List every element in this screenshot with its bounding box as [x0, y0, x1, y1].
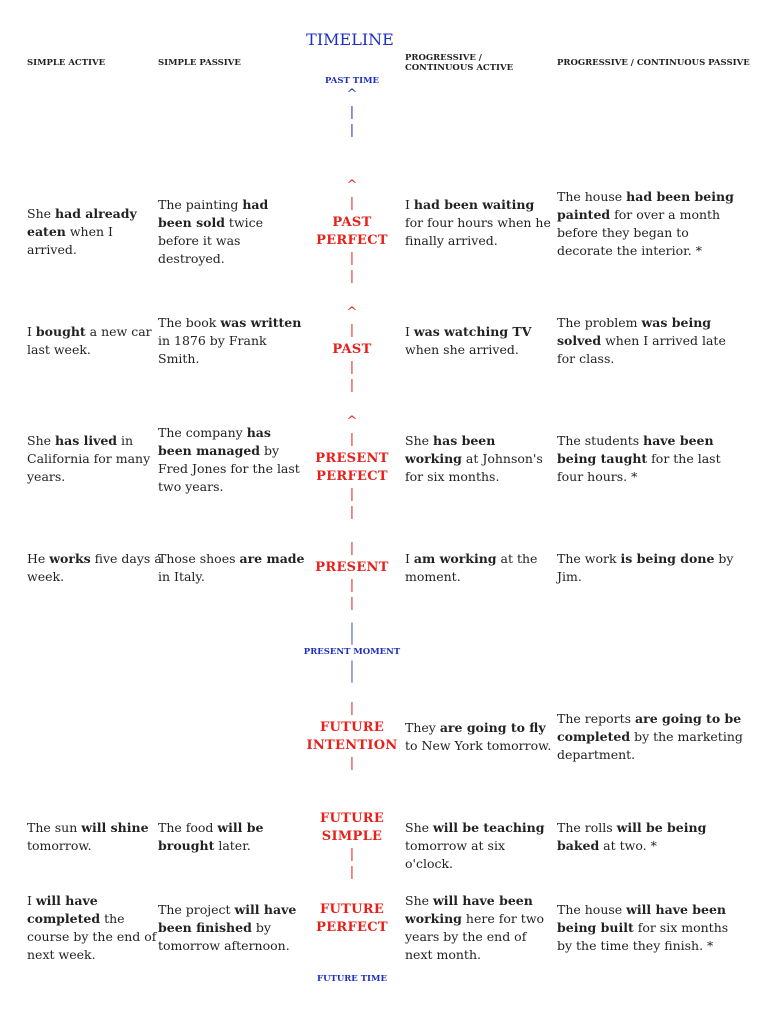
timeline-bar: | [349, 701, 355, 716]
tense-label-past: PAST [332, 342, 372, 357]
marker-present-moment: PRESENT MOMENT [303, 647, 401, 657]
cell-present-perfect-simple-passive: The company has been managed by Fred Jones for the last two years. [158, 425, 300, 494]
timeline-bar: | [349, 378, 355, 393]
cell-present-perfect-simple-active: She has lived in California for many years. [27, 433, 151, 484]
cell-past-simple-passive: The book was written in 1876 by Frank Smith. [158, 315, 302, 366]
tense-label-future-intention [300, 719, 404, 755]
timeline-bar: | [349, 323, 355, 338]
cell-present-perfect-progressive-active: She has been working at Johnson's for six months. [405, 433, 543, 484]
cell-future-simple-progressive-active: She will be teaching tomorrow at six o'clock. [405, 820, 545, 871]
header-simple-passive: SIMPLE PASSIVE [158, 58, 241, 68]
timeline-bar: | [349, 432, 355, 447]
cell-future-simple-progressive-passive: The rolls will be being baked at two. * [557, 820, 707, 853]
cell-past-perfect-simple-passive: The painting had been sold twice before it was destroyed. [158, 197, 269, 266]
cell-present-simple-active: He works five days a week. [27, 551, 162, 584]
cell-past-progressive-passive: The problem was being solved when I arrived late for class. [557, 315, 726, 366]
cell-future-simple-simple-passive: The food will be brought later. [158, 820, 264, 853]
tense-label-line: PRESENT [315, 451, 389, 466]
tense-label-line: PAST [332, 215, 372, 230]
header-simple-active: SIMPLE ACTIVE [27, 58, 106, 68]
cell-present-perfect-progressive-passive: The students have been being taught for the last four hours. * [557, 433, 721, 484]
tense-label-future-simple [300, 810, 404, 846]
tense-label-line: PERFECT [316, 469, 388, 484]
cell-past-perfect-progressive-active: I had been waiting for four hours when he finally arrived. [405, 197, 551, 248]
timeline-caret: ^ [346, 87, 358, 102]
cell-future-intention-progressive-passive: The reports are going to be completed by the marketing department. [557, 711, 743, 762]
tense-label-future-perfect [300, 901, 404, 937]
tense-label-line: PERFECT [316, 233, 388, 248]
cell-past-perfect-progressive-passive: The house had been being painted for over a month before they began to decorate the interior. * [557, 189, 734, 258]
tense-label-line: SIMPLE [321, 829, 383, 844]
page-title: TIMELINE [306, 30, 394, 49]
tense-label-line: FUTURE [319, 902, 385, 917]
cell-past-perfect-simple-active: She had already eaten when I arrived. [27, 206, 137, 257]
timeline-bar: | [349, 865, 355, 880]
cell-past-progressive-active: I was watching TV when she arrived. [405, 324, 532, 357]
tense-label-line: PERFECT [316, 920, 388, 935]
timeline-bar: | [350, 670, 354, 683]
cell-future-intention-progressive-active: They are going to fly to New York tomorrow. [405, 720, 552, 753]
timeline-bar: | [349, 505, 355, 520]
tense-label-line: FUTURE [319, 720, 385, 735]
marker-past-time: PAST TIME [325, 76, 379, 86]
tense-label-line: INTENTION [306, 738, 398, 753]
timeline-bar: | [349, 123, 355, 138]
cell-future-perfect-progressive-active: She will have been working here for two years by the end of next month. [405, 893, 545, 962]
timeline-caret: ^ [346, 414, 358, 429]
cell-present-progressive-passive: The work is being done by Jim. [557, 551, 734, 584]
tense-label-line: FUTURE [319, 811, 385, 826]
cell-future-perfect-progressive-passive: The house will have been being built for six months by the time they finish. * [557, 902, 729, 953]
timeline-bar: | [349, 360, 355, 375]
cell-future-perfect-simple-passive: The project will have been finished by tomorrow afternoon. [158, 902, 297, 953]
tense-label-past-perfect [300, 214, 404, 250]
cell-future-perfect-simple-active: I will have completed the course by the end of next week. [27, 893, 157, 962]
tense-label-present: PRESENT [315, 560, 389, 575]
cell-future-simple-simple-active: The sun will shine tomorrow. [27, 820, 149, 853]
timeline-caret: ^ [346, 178, 358, 193]
timeline-caret: ^ [346, 305, 358, 320]
timeline-bar: | [349, 578, 355, 593]
timeline-bar: | [349, 251, 355, 266]
timeline-bar: | [350, 621, 354, 634]
timeline-bar: | [349, 269, 355, 284]
marker-future-time: FUTURE TIME [317, 974, 387, 984]
cell-past-simple-active: I bought a new car last week. [27, 324, 152, 357]
timeline-bar: | [350, 659, 354, 672]
timeline-bar: | [349, 596, 355, 611]
tense-label-present-perfect [300, 450, 404, 486]
cell-present-simple-passive: Those shoes are made in Italy. [158, 551, 305, 584]
timeline-bar: | [350, 632, 354, 645]
timeline-bar: | [349, 487, 355, 502]
timeline-bar: | [349, 756, 355, 771]
cell-present-progressive-active: I am working at the moment. [405, 551, 538, 584]
timeline-bar: | [349, 105, 355, 120]
timeline-bar: | [349, 541, 355, 556]
header-progressive-passive: PROGRESSIVE / CONTINUOUS PASSIVE [557, 58, 750, 68]
header-progressive-active: PROGRESSIVE / CONTINUOUS ACTIVE [405, 53, 514, 73]
timeline-bar: | [349, 196, 355, 211]
timeline-bar: | [349, 847, 355, 862]
